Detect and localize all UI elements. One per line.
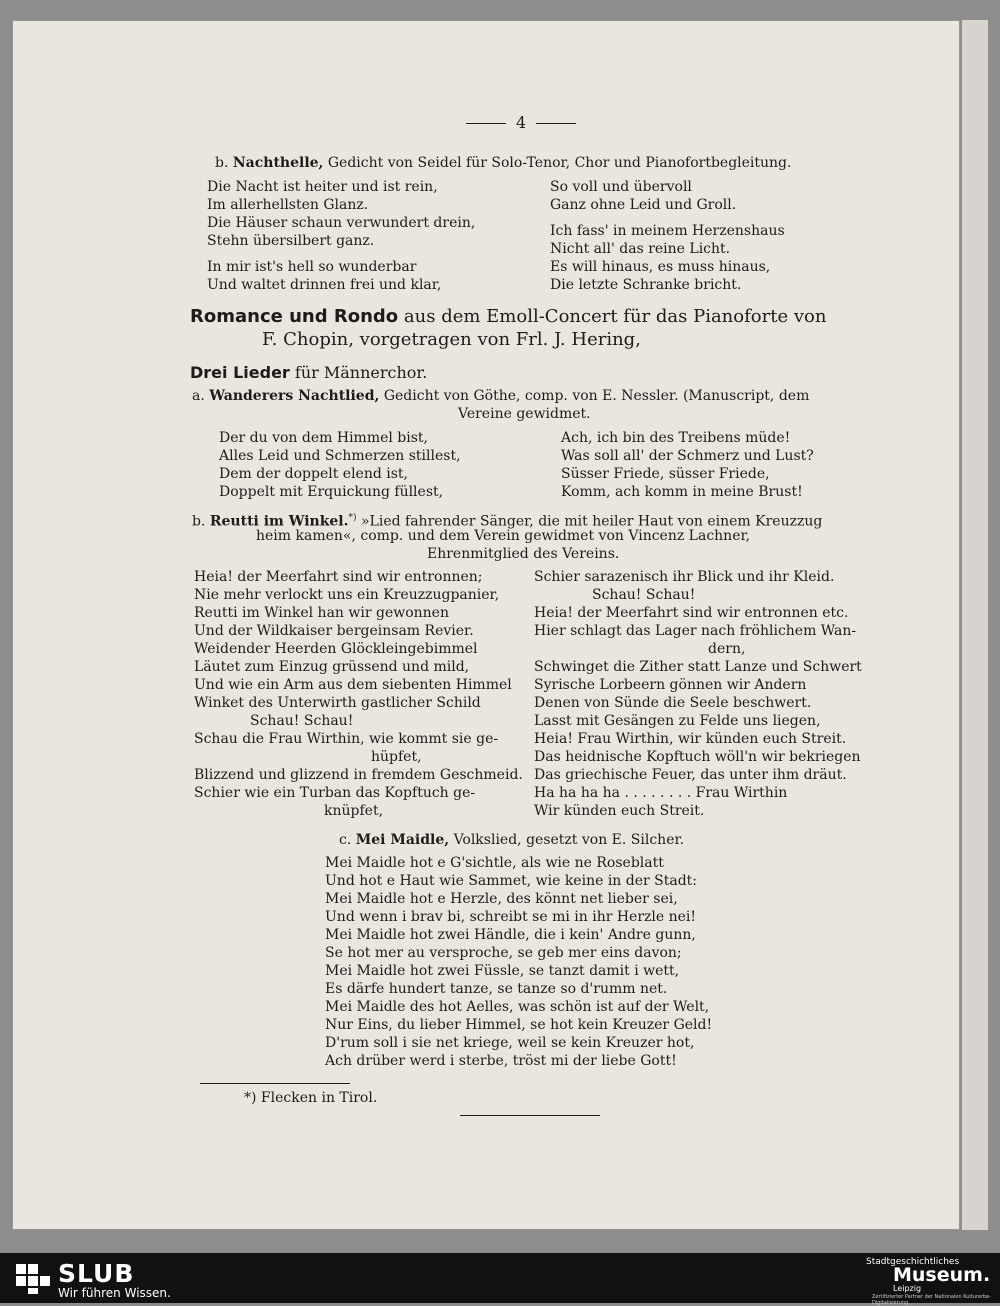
- verse-line: Schau! Schau!: [592, 587, 696, 603]
- romance-line2: F. Chopin, vorgetragen von Frl. J. Hering,: [262, 329, 641, 350]
- verse-line: Doppelt mit Erquickung füllest,: [219, 484, 444, 500]
- verse-line: Die Häuser schaun verwundert drein,: [207, 215, 476, 231]
- verse-line: Das griechische Feuer, das unter ihm dräut.: [534, 767, 847, 783]
- verse-line: Schau! Schau!: [250, 713, 354, 729]
- verse-line: Süsser Friede, süsser Friede,: [561, 466, 770, 482]
- wanderer-heading: a. Wanderers Nachtlied, Gedicht von Göthe, comp. von E. Nessler. (Manuscript, dem: [192, 388, 810, 404]
- verse-line: Schwinget die Zither statt Lanze und Schwert: [534, 659, 862, 675]
- verse-line: Mei Maidle hot zwei Händle, die i kein' Andre gunn,: [325, 927, 696, 943]
- verse-line: dern,: [708, 641, 746, 657]
- verse-line: Nie mehr verlockt uns ein Kreuzzugpanier,: [194, 587, 500, 603]
- nachthelle-right-column: [550, 178, 785, 294]
- page-number: 4: [456, 113, 586, 132]
- verse-line: Wir künden euch Streit.: [534, 803, 705, 819]
- verse-line: D'rum soll i sie net kriege, weil se kein Kreuzer hot,: [325, 1035, 695, 1051]
- museum-name[interactable]: Museum.: [893, 1264, 991, 1286]
- verse-line: Und waltet drinnen frei und klar,: [207, 277, 442, 293]
- footnote-rule: [200, 1083, 350, 1084]
- verse-line: Denen von Sünde die Seele beschwert.: [534, 695, 812, 711]
- verse-line: Und der Wildkaiser bergeinsam Revier.: [194, 623, 474, 639]
- reutti-heading: b. Reutti im Winkel.*) »Lied fahrender Sänger, die mit heiler Haut von einem Kreuzzug: [192, 513, 823, 530]
- verse-line: Heia! Frau Wirthin, wir künden euch Streit.: [534, 731, 847, 747]
- wanderer-left-column: [219, 429, 461, 501]
- verse-line: In mir ist's hell so wunderbar: [207, 259, 417, 275]
- verse-line: Dem der doppelt elend ist,: [219, 466, 408, 482]
- verse-line: Schau die Frau Wirthin, wie kommt sie ge-: [194, 731, 499, 747]
- reutti-desc2: heim kamen«, comp. und dem Verein gewidmet von Vincenz Lachner,: [256, 528, 751, 544]
- verse-line: Ha ha ha ha . . . . . . . . Frau Wirthin: [534, 785, 788, 801]
- reutti-left-column: [194, 568, 523, 820]
- reutti-desc3: Ehrenmitglied des Vereins.: [427, 546, 620, 562]
- nachthelle-heading: b. Nachthelle, Gedicht von Seidel für Solo-Tenor, Chor und Pianofortbegleitung.: [215, 155, 792, 171]
- verse-line: Komm, ach komm in meine Brust!: [561, 484, 803, 500]
- verse-line: hüpfet,: [371, 749, 422, 765]
- verse-line: Mei Maidle hot e G'sichtle, als wie ne Roseblatt: [325, 855, 664, 871]
- nachthelle-left-column: [207, 178, 475, 294]
- verse-line: Heia! der Meerfahrt sind wir entronnen etc.: [534, 605, 849, 621]
- document-page: [12, 20, 960, 1230]
- maidle-heading: c. Mei Maidle, Volkslied, gesetzt von E. Silcher.: [339, 832, 685, 848]
- verse-line: Hier schlagt das Lager nach fröhlichem Wan-: [534, 623, 857, 639]
- verse-line: Weidender Heerden Glöckleingebimmel: [194, 641, 478, 657]
- verse-line: Schier wie ein Turban das Kopftuch ge-: [194, 785, 476, 801]
- verse-line: Alles Leid und Schmerzen stillest,: [219, 448, 461, 464]
- viewer-footer: [0, 1253, 1000, 1306]
- verse-line: Mei Maidle des hot Aelles, was schön ist auf der Welt,: [325, 999, 710, 1015]
- verse-line: Und hot e Haut wie Sammet, wie keine in der Stadt:: [325, 873, 698, 889]
- verse-line: Die letzte Schranke bricht.: [550, 277, 742, 293]
- verse-line: Heia! der Meerfahrt sind wir entronnen;: [194, 569, 483, 585]
- end-rule: [460, 1115, 600, 1116]
- verse-line: Ach, ich bin des Treibens müde!: [561, 430, 791, 446]
- wanderer-right-column: [561, 429, 814, 501]
- verse-line: Der du von dem Himmel bist,: [219, 430, 429, 446]
- verse-line: Es will hinaus, es muss hinaus,: [550, 259, 771, 275]
- slub-name[interactable]: SLUB: [58, 1259, 135, 1288]
- verse-line: Und wenn i brav bi, schreibt se mi in ihr Herzle nei!: [325, 909, 697, 925]
- drei-lieder-heading: Drei Lieder für Männerchor.: [190, 363, 428, 382]
- verse-line: Syrische Lorbeern gönnen wir Andern: [534, 677, 807, 693]
- museum-top-label: Stadtgeschichtliches: [866, 1257, 960, 1267]
- verse-line: Nur Eins, du lieber Himmel, se hot kein Kreuzer Geld!: [325, 1017, 713, 1033]
- verse-line: knüpfet,: [324, 803, 384, 819]
- museum-certification: Zertifizierter Partner der Nationalen Kulturerbe-Digitalisierung: [872, 1294, 992, 1306]
- verse-line: Das heidnische Kopftuch wöll'n wir bekriegen: [534, 749, 861, 765]
- verse-line: Die Nacht ist heiter und ist rein,: [207, 179, 438, 195]
- verse-line: Läutet zum Einzug grüssend und mild,: [194, 659, 470, 675]
- verse-line: Se hot mer au versproche, se geb mer eins davon;: [325, 945, 682, 961]
- page-edge: [962, 20, 988, 1230]
- maidle-verses: [325, 854, 712, 1070]
- verse-line: Im allerhellsten Glanz.: [207, 197, 369, 213]
- verse-line: Winket des Unterwirth gastlicher Schild: [194, 695, 481, 711]
- footnote: *) Flecken in Tirol.: [244, 1090, 378, 1106]
- wanderer-desc2: Vereine gewidmet.: [458, 406, 591, 422]
- verse-line: Mei Maidle hot e Herzle, des könnt net lieber sei,: [325, 891, 678, 907]
- verse-line: So voll und übervoll: [550, 179, 692, 195]
- verse-line: Stehn übersilbert ganz.: [207, 233, 375, 249]
- verse-line: Ich fass' in meinem Herzenshaus: [550, 223, 785, 239]
- verse-line: Ganz ohne Leid und Groll.: [550, 197, 737, 213]
- verse-line: Blizzend und glizzend in fremdem Geschmeid.: [194, 767, 523, 783]
- verse-line: Reutti im Winkel han wir gewonnen: [194, 605, 449, 621]
- verse-line: Ach drüber werd i sterbe, tröst mi der liebe Gott!: [325, 1053, 677, 1069]
- slub-tagline: Wir führen Wissen.: [58, 1286, 171, 1300]
- verse-line: Schier sarazenisch ihr Blick und ihr Kleid.: [534, 569, 835, 585]
- verse-line: Und wie ein Arm aus dem siebenten Himmel: [194, 677, 512, 693]
- verse-line: Es därfe hundert tanze, se tanze so d'rumm net.: [325, 981, 668, 997]
- romance-heading: Romance und Rondo aus dem Emoll-Concert für das Pianoforte von: [190, 306, 827, 327]
- verse-line: Was soll all' der Schmerz und Lust?: [561, 448, 814, 464]
- reutti-right-column: [534, 568, 862, 820]
- museum-city: Leipzig: [893, 1284, 922, 1293]
- verse-line: Lasst mit Gesängen zu Felde uns liegen,: [534, 713, 821, 729]
- slub-logo-icon: [14, 1262, 52, 1296]
- verse-line: Nicht all' das reine Licht.: [550, 241, 731, 257]
- verse-line: Mei Maidle hot zwei Füssle, se tanzt damit i wett,: [325, 963, 680, 979]
